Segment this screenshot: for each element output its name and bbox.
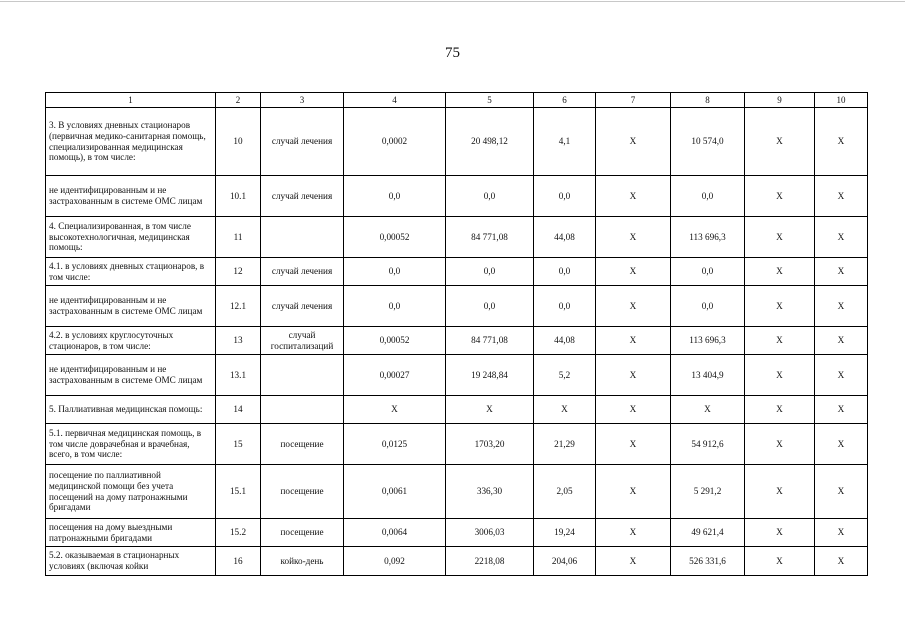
table-cell: Х (671, 396, 745, 424)
row-name-cell: посещения на дому выездными патронажными бригадами (46, 519, 216, 547)
table-cell: случай лечения (261, 286, 344, 327)
table-cell: Х (745, 465, 815, 519)
table-cell: Х (815, 547, 868, 576)
table-cell: 54 912,6 (671, 424, 745, 465)
table-cell: 13 (216, 327, 261, 355)
row-name-cell: не идентифицированным и не застрахованным в системе ОМС лицам (46, 286, 216, 327)
table-cell: 21,29 (534, 424, 596, 465)
table-cell: Х (745, 327, 815, 355)
table-cell: Х (745, 217, 815, 258)
column-header: 8 (671, 93, 745, 108)
table-cell: 0,0125 (344, 424, 446, 465)
table-cell: 0,0061 (344, 465, 446, 519)
table-cell: Х (596, 176, 671, 217)
table-row (46, 547, 868, 576)
table-cell: Х (745, 519, 815, 547)
column-header: 2 (216, 93, 261, 108)
table-cell: Х (815, 424, 868, 465)
table-cell: 44,08 (534, 217, 596, 258)
column-header: 6 (534, 93, 596, 108)
table-cell: случай лечения (261, 258, 344, 286)
table-cell: Х (745, 547, 815, 576)
table-row (46, 327, 868, 355)
row-name-cell: 5.2. оказываемая в стационарных условиях (включая койки (46, 547, 216, 576)
table-cell: 15.2 (216, 519, 261, 547)
table-cell: Х (596, 424, 671, 465)
table-cell: Х (596, 547, 671, 576)
table-cell: 0,0 (534, 286, 596, 327)
page-number: 75 (445, 45, 460, 61)
table-cell: 5,2 (534, 355, 596, 396)
table-cell: 0,0 (344, 176, 446, 217)
row-name-cell: 4.1. в условиях дневных стационаров, в том числе: (46, 258, 216, 286)
table-cell: Х (745, 286, 815, 327)
table-cell: 526 331,6 (671, 547, 745, 576)
table-cell: Х (815, 355, 868, 396)
table-cell: Х (596, 355, 671, 396)
table-cell: Х (596, 327, 671, 355)
table-cell: посещение (261, 519, 344, 547)
table-cell: Х (815, 176, 868, 217)
table-cell: Х (745, 424, 815, 465)
table-cell: 84 771,08 (446, 327, 534, 355)
table-cell: 13 404,9 (671, 355, 745, 396)
table-cell: Х (815, 327, 868, 355)
table-row (46, 465, 868, 519)
table-cell: Х (745, 396, 815, 424)
table-cell: Х (344, 396, 446, 424)
column-header: 3 (261, 93, 344, 108)
table-cell: 0,0 (446, 286, 534, 327)
table-cell: 4,1 (534, 108, 596, 176)
table-cell: 5 291,2 (671, 465, 745, 519)
scan-edge-line (0, 1, 905, 2)
table-cell: Х (815, 108, 868, 176)
column-header: 4 (344, 93, 446, 108)
table-cell: 2,05 (534, 465, 596, 519)
table-cell: 2218,08 (446, 547, 534, 576)
table-cell: Х (745, 258, 815, 286)
table-cell: Х (745, 176, 815, 217)
table-cell: Х (596, 519, 671, 547)
table-cell: Х (815, 519, 868, 547)
data-table (45, 92, 868, 576)
table-cell: Х (745, 108, 815, 176)
row-name-cell: 3. В условиях дневных стационаров (первичная медико-санитарная помощь, специализированная медицинская помощь), в том числе: (46, 108, 216, 176)
column-header: 9 (745, 93, 815, 108)
table-cell: 0,0 (671, 286, 745, 327)
table-cell: 12 (216, 258, 261, 286)
table-row (46, 396, 868, 424)
table-cell: 1703,20 (446, 424, 534, 465)
table-cell: 0,092 (344, 547, 446, 576)
table-cell: Х (596, 217, 671, 258)
table-row (46, 355, 868, 396)
table-cell: Х (596, 396, 671, 424)
table-cell: 0,0 (534, 176, 596, 217)
table-row (46, 176, 868, 217)
column-header: 10 (815, 93, 868, 108)
column-header: 1 (46, 93, 216, 108)
table-cell: 19,24 (534, 519, 596, 547)
table-cell: 113 696,3 (671, 327, 745, 355)
row-name-cell: 4.2. в условиях круглосуточных стационаров, в том числе: (46, 327, 216, 355)
row-name-cell: 5.1. первичная медицинская помощь, в том числе доврачебная и врачебная, всего, в том числе: (46, 424, 216, 465)
column-number-row (46, 93, 868, 108)
table-cell: 336,30 (446, 465, 534, 519)
table-cell: 0,0064 (344, 519, 446, 547)
table-cell (261, 355, 344, 396)
row-name-cell: 4. Специализированная, в том числе высокотехнологичная, медицинская помощь: (46, 217, 216, 258)
table-cell: 10 574,0 (671, 108, 745, 176)
table-cell: случай лечения (261, 176, 344, 217)
row-name-cell: 5. Паллиативная медицинская помощь: (46, 396, 216, 424)
table-cell: 49 621,4 (671, 519, 745, 547)
table-cell: 12.1 (216, 286, 261, 327)
table-cell: Х (596, 465, 671, 519)
table-cell: 44,08 (534, 327, 596, 355)
table-cell: 10.1 (216, 176, 261, 217)
table-cell: Х (815, 465, 868, 519)
table-cell: Х (446, 396, 534, 424)
table-cell: 11 (216, 217, 261, 258)
table-cell: Х (815, 217, 868, 258)
table-cell: Х (745, 355, 815, 396)
table-cell: Х (815, 396, 868, 424)
table-cell: 0,00027 (344, 355, 446, 396)
table-cell: 0,0 (344, 286, 446, 327)
table-row (46, 286, 868, 327)
table-cell: 0,00052 (344, 327, 446, 355)
table-cell (261, 217, 344, 258)
table-cell: Х (534, 396, 596, 424)
row-name-cell: посещение по паллиативной медицинской помощи без учета посещений на дому патронажными бригадами (46, 465, 216, 519)
table-cell: 0,0 (671, 176, 745, 217)
table-row (46, 258, 868, 286)
table-cell: 204,06 (534, 547, 596, 576)
table-cell: посещение (261, 424, 344, 465)
table-cell: Х (815, 258, 868, 286)
table-cell: 14 (216, 396, 261, 424)
table-cell: 10 (216, 108, 261, 176)
column-header: 5 (446, 93, 534, 108)
table-cell: 13.1 (216, 355, 261, 396)
column-header: 7 (596, 93, 671, 108)
table-cell: случай госпитализаций (261, 327, 344, 355)
row-name-cell: не идентифицированным и не застрахованным в системе ОМС лицам (46, 355, 216, 396)
table-cell: койко-день (261, 547, 344, 576)
table-cell (261, 396, 344, 424)
table-cell: 19 248,84 (446, 355, 534, 396)
table-cell: 0,0 (534, 258, 596, 286)
table-cell: случай лечения (261, 108, 344, 176)
table-row (46, 217, 868, 258)
table-row (46, 424, 868, 465)
table-cell: Х (596, 108, 671, 176)
table-cell: 15 (216, 424, 261, 465)
row-name-cell: не идентифицированным и не застрахованным в системе ОМС лицам (46, 176, 216, 217)
table-cell: 84 771,08 (446, 217, 534, 258)
table-cell: 3006,03 (446, 519, 534, 547)
table-cell: Х (596, 286, 671, 327)
table-cell: 0,0 (446, 258, 534, 286)
table-cell: посещение (261, 465, 344, 519)
table-cell: Х (596, 258, 671, 286)
table-cell: 0,00052 (344, 217, 446, 258)
table-cell: 16 (216, 547, 261, 576)
table-cell: 0,0 (344, 258, 446, 286)
table-cell: 0,0 (671, 258, 745, 286)
table-row (46, 519, 868, 547)
table-cell: 0,0 (446, 176, 534, 217)
table-row (46, 108, 868, 176)
table-cell: 15.1 (216, 465, 261, 519)
table-cell: 113 696,3 (671, 217, 745, 258)
table-cell: 0,0002 (344, 108, 446, 176)
table-cell: Х (815, 286, 868, 327)
table-cell: 20 498,12 (446, 108, 534, 176)
